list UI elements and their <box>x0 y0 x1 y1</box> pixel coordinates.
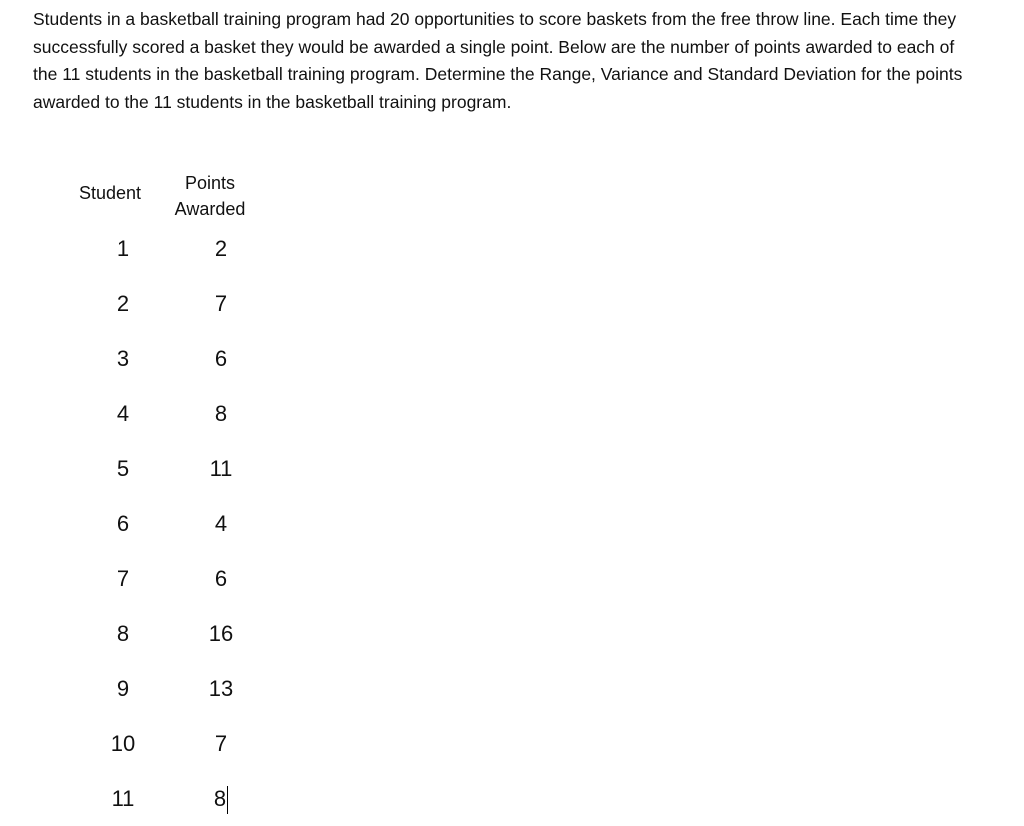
points-value: 4 <box>214 511 228 536</box>
points-value-editing[interactable] <box>180 784 262 814</box>
points-value-text: 8 <box>213 786 227 811</box>
points-value: 6 <box>214 566 228 591</box>
points-value: 6 <box>214 346 228 371</box>
student-number: 2 <box>116 291 130 316</box>
points-table <box>0 0 400 826</box>
student-number: 10 <box>110 731 136 756</box>
table-row <box>0 234 400 274</box>
points-value: 11 <box>209 456 233 481</box>
student-number: 9 <box>116 676 130 701</box>
table-row <box>0 619 400 659</box>
student-number: 7 <box>116 566 130 591</box>
student-number: 4 <box>116 401 130 426</box>
table-row <box>0 399 400 439</box>
points-value: 8 <box>214 401 228 426</box>
student-number: 3 <box>116 346 130 371</box>
points-value: 7 <box>214 731 228 756</box>
points-value: 7 <box>214 291 228 316</box>
student-number: 1 <box>116 236 130 261</box>
table-row <box>0 784 400 824</box>
problem-statement: Students in a basketball training program had 20 opportunities to score baskets from the free throw line. Each time they successfully scored a basket they would be awarded a single point. Below are the number of points awarded to each of the 11 students in the basketball training program. Determine the Range, Variance and Standard Deviation for the points awarded to the 11 students in the basketball training program. <box>33 9 963 112</box>
points-value: 16 <box>208 621 234 646</box>
text-cursor <box>227 786 228 814</box>
student-number: 8 <box>116 621 130 646</box>
table-row <box>0 344 400 384</box>
header-student: Student <box>78 183 142 203</box>
points-value: 13 <box>208 676 234 701</box>
header-points-line2: Awarded <box>174 199 246 219</box>
student-number: 6 <box>116 511 130 536</box>
header-points-line1: Points <box>184 173 236 193</box>
table-row <box>0 674 400 714</box>
table-row <box>0 289 400 329</box>
header-points-awarded <box>160 170 260 222</box>
points-value: 2 <box>214 236 228 261</box>
table-row <box>0 509 400 549</box>
student-number: 5 <box>116 456 130 481</box>
table-row <box>0 729 400 769</box>
table-row <box>0 454 400 494</box>
student-number: 11 <box>111 786 135 811</box>
table-row <box>0 564 400 604</box>
